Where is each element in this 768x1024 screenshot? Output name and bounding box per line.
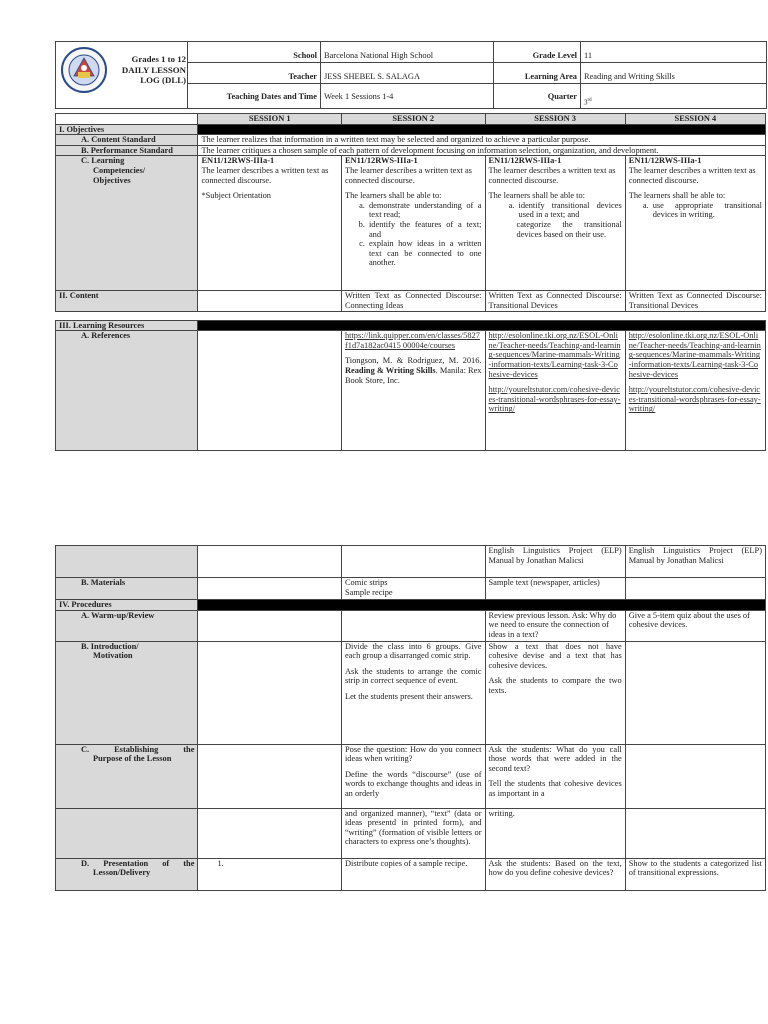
header-title-line-1: Grades 1 to 12: [131, 54, 186, 64]
presentation-s2: Distribute copies of a sample recipe.: [341, 858, 485, 890]
references-continued-label: [56, 546, 198, 578]
material-item: Comic strips: [344, 578, 388, 587]
introduction-s1: [198, 641, 342, 744]
content-standard-text: The learner realizes that information in a written text may be selected and organized to achieve a particular purpose.: [198, 135, 766, 146]
content-heading: II. Content: [56, 291, 198, 311]
procedure-step: Ask the students to arrange the comic strip in correct sequence of event.: [344, 666, 482, 686]
header-title-line-3: LOG (DLL): [140, 75, 186, 85]
purpose-s4: [625, 744, 765, 808]
session-3-header: SESSION 3: [485, 114, 625, 125]
content-s1: [198, 291, 342, 311]
procedure-step: Let the students present their answers.: [344, 691, 473, 701]
dates-value: Week 1 Sessions 1-4: [321, 84, 494, 109]
competencies-s3: [485, 156, 625, 291]
warmup-s2: [341, 610, 485, 641]
warmup-label-text: A. Warm-up/Review: [81, 610, 155, 620]
header-table: [55, 41, 767, 109]
objectives-list-s3: [489, 201, 622, 220]
competencies-label: [56, 156, 198, 291]
objectives-intro: The learners shall be able to:: [488, 191, 586, 201]
materials-s4: [625, 578, 765, 600]
objectives-bar: [198, 124, 766, 135]
resources-heading: III. Learning Resources: [56, 320, 198, 331]
performance-standard-label-text: B. Performance Standard: [81, 145, 173, 155]
introduction-label-line-2: Motivation: [93, 651, 133, 661]
materials-s1: [198, 578, 342, 600]
header-title-line-2: DAILY LESSON: [121, 64, 186, 75]
competencies-label-line-2: Competencies/: [93, 165, 146, 175]
references-continued-s2: [341, 546, 485, 578]
corner-cell: [56, 114, 198, 125]
introduction-label-line-1: B. Introduction/: [81, 641, 139, 651]
competency-desc: The learner describes a written text as connected discourse.: [488, 165, 616, 185]
competencies-s2: [341, 156, 485, 291]
content-standard-label: [56, 135, 198, 146]
purpose-s2: [341, 744, 485, 808]
header-logo-cell: [56, 42, 188, 109]
presentation-label-line-1: D. Presentation of the: [81, 858, 195, 868]
competencies-s1: [198, 156, 342, 291]
references-s1: [198, 331, 342, 451]
references-continued-s3: English Linguistics Project (ELP) Manual by Jonathan Malicsi: [485, 546, 625, 578]
presentation-number: 1.: [217, 858, 224, 868]
references-label: [56, 331, 198, 451]
warmup-s3: Review previous lesson. Ask: Why do we need to ensure the connection of ideas in a text?: [485, 610, 625, 641]
procedure-step: Pose the question: How do you connect ideas when writing?: [344, 744, 482, 764]
competency-code: EN11/12RWS-IIIa-1: [201, 156, 275, 166]
deped-seal-icon: [60, 46, 108, 94]
references-s2: [341, 331, 485, 451]
warmup-s1: [198, 610, 342, 641]
performance-standard-label: [56, 145, 198, 156]
competency-desc: The learner describes a written text as connected discourse.: [344, 165, 472, 185]
procedure-step: Ask the students: What do you call those words that were added in the second text?: [488, 744, 622, 773]
competency-code: EN11/12RWS-IIIa-1: [344, 156, 418, 166]
purpose-label: [56, 744, 198, 808]
teacher-label: Teacher: [188, 63, 321, 84]
reference-link[interactable]: http://esolonline.tki.org.nz/ESOL-Online/Teacher-needs/Teaching-and-learning-sequences/Marine-mammals-Writing-information-texts/Learning-task-3-Cohesive-devices: [628, 331, 761, 379]
purpose-continued-s1: [198, 808, 342, 858]
references-s4: [625, 331, 765, 451]
lesson-table-page2: [55, 545, 766, 891]
school-label: School: [188, 42, 321, 63]
procedures-heading: IV. Procedures: [56, 600, 198, 611]
list-item: a. demonstrate understanding of a text read;: [367, 201, 482, 220]
grade-level-value: 11: [581, 42, 767, 63]
grade-level-label: Grade Level: [494, 42, 581, 63]
objectives-list-s4: [629, 201, 762, 220]
reference-link[interactable]: http://youreltstutor.com/cohesive-devices-transitional-wordsphrases-for-essay-writing/: [488, 385, 621, 414]
procedure-step: Show a text that does not have cohesive devise and a text that has cohesive devices.: [488, 641, 622, 670]
content-s2: Written Text as Connected Discourse: Connecting Ideas: [341, 291, 485, 311]
materials-label-text: B. Materials: [81, 578, 126, 587]
list-item: b. identify the features of a text; and: [367, 220, 482, 239]
warmup-s4: Give a 5-item quiz about the uses of cohesive devices.: [625, 610, 765, 641]
dates-label: Teaching Dates and Time: [188, 84, 321, 109]
competency-desc: The learner describes a written text as connected discourse.: [628, 165, 756, 185]
competency-desc: The learner describes a written text as connected discourse.: [201, 165, 329, 185]
quarter-label: Quarter: [494, 84, 581, 109]
citation-title: Reading & Writing Skills: [344, 365, 436, 375]
reference-link[interactable]: http://youreltstutor.com/cohesive-devices-transitional-wordsphrases-for-essay-writing/: [628, 385, 761, 414]
learning-area-value: Reading and Writing Skills: [581, 63, 767, 84]
list-item: c. explain how ideas in a written text can be connected to one another.: [367, 239, 482, 268]
purpose-continued-s2: and organized manner), “text” (data or ideas presentd in printed form), and “writing” (formation of visible letters or characters to express one’s thoughts).: [341, 808, 485, 858]
content-standard-label-text: A. Content Standard: [81, 135, 156, 145]
session-1-header: SESSION 1: [198, 114, 342, 125]
learning-area-label: Learning Area: [494, 63, 581, 84]
objectives-intro: The learners shall be able to:: [344, 191, 442, 201]
spacer-row: [56, 311, 766, 320]
reference-link[interactable]: https://link.quipper.com/en/classes/5827f1d7a182ac0415 00004e/courses: [344, 331, 480, 350]
introduction-s3: [485, 641, 625, 744]
objectives-intro: The learners shall be able to:: [628, 191, 726, 201]
references-s3: [485, 331, 625, 451]
competency-code: EN11/12RWS-IIIa-1: [628, 156, 702, 166]
materials-s2: [341, 578, 485, 600]
competency-code: EN11/12RWS-IIIa-1: [488, 156, 562, 166]
presentation-s4: Show to the students a categorized list of transitional expressions.: [625, 858, 765, 890]
purpose-continued-label: [56, 808, 198, 858]
list-item: a. use appropriate transitional devices in writing.: [651, 201, 762, 220]
references-continued-s1: [198, 546, 342, 578]
purpose-continued-s4: [625, 808, 765, 858]
procedure-step: Divide the class into 6 groups. Give each group a disarranged comic strip.: [344, 641, 482, 661]
objectives-heading: I. Objectives: [56, 124, 198, 135]
list-item-continued: categorize the transitional devices based on their use.: [516, 219, 622, 239]
competencies-label-line-3: Objectives: [93, 175, 131, 185]
purpose-continued-s3: writing.: [485, 808, 625, 858]
purpose-label-line-1: C. Establishing the: [81, 744, 195, 754]
session-2-header: SESSION 2: [341, 114, 485, 125]
presentation-label: [56, 858, 198, 890]
reference-link[interactable]: http://esolonline.tki.org.nz/ESOL-Online/Teacher-needs/Teaching-and-learning-sequences/Marine-mammals-Writing-information-texts/Learning-task-3-Cohesive-devices: [488, 331, 621, 379]
content-s4: Written Text as Connected Discourse: Transitional Devices: [625, 291, 765, 311]
content-s3: Written Text as Connected Discourse: Transitional Devices: [485, 291, 625, 311]
citation-authors: Tiongson, M. & Rodriguez, M. 2016.: [344, 356, 482, 366]
session-4-header: SESSION 4: [625, 114, 765, 125]
citation-publisher: . Manila: Rex Book Store, Inc.: [344, 365, 482, 385]
list-item: a. identify transitional devices used in a text; and: [517, 201, 622, 220]
materials-label: [56, 578, 198, 600]
presentation-s3: Ask the students: Based on the text, how do you define cohesive devices?: [485, 858, 625, 890]
competencies-label-line-1: C. Learning: [81, 156, 125, 166]
quarter-number: 3: [584, 98, 588, 107]
competencies-s4: [625, 156, 765, 291]
objectives-list-s2: [345, 201, 482, 268]
purpose-s1: [198, 744, 342, 808]
quarter-suffix: rd: [587, 98, 592, 103]
reference-citation: [345, 356, 482, 385]
presentation-label-line-2: Lesson/Delivery: [93, 868, 151, 878]
school-value: Barcelona National High School: [321, 42, 494, 63]
lesson-table-page1: [55, 113, 766, 451]
references-continued-s4: English Linguistics Project (ELP) Manual by Jonathan Malicsi: [625, 546, 765, 578]
resources-bar: [198, 320, 766, 331]
procedures-bar: [198, 600, 766, 611]
presentation-s1: [198, 858, 342, 890]
materials-s3: Sample text (newspaper, articles): [485, 578, 625, 600]
procedure-step: Tell the students that cohesive devices as important in a: [488, 779, 622, 798]
performance-standard-text: The learner critiques a chosen sample of each pattern of development focusing on information selection, organization, and development.: [198, 145, 766, 156]
purpose-label-line-2: Purpose of the Lesson: [93, 754, 172, 764]
introduction-s4: [625, 641, 765, 744]
subject-orientation-note: *Subject Orientation: [201, 191, 271, 201]
introduction-s2: [341, 641, 485, 744]
references-label-text: A. References: [81, 331, 131, 341]
purpose-s3: [485, 744, 625, 808]
warmup-label: [56, 610, 198, 641]
procedure-step: Ask the students to compare the two texts.: [488, 676, 622, 695]
procedure-step: Define the words “discourse” (use of words to exchange thoughts and ideas in an orderly: [344, 769, 482, 798]
introduction-label: [56, 641, 198, 744]
teacher-value: JESS SHEBEL S. SALAGA: [321, 63, 494, 84]
quarter-value: [581, 84, 767, 109]
material-item: Sample recipe: [344, 587, 393, 597]
